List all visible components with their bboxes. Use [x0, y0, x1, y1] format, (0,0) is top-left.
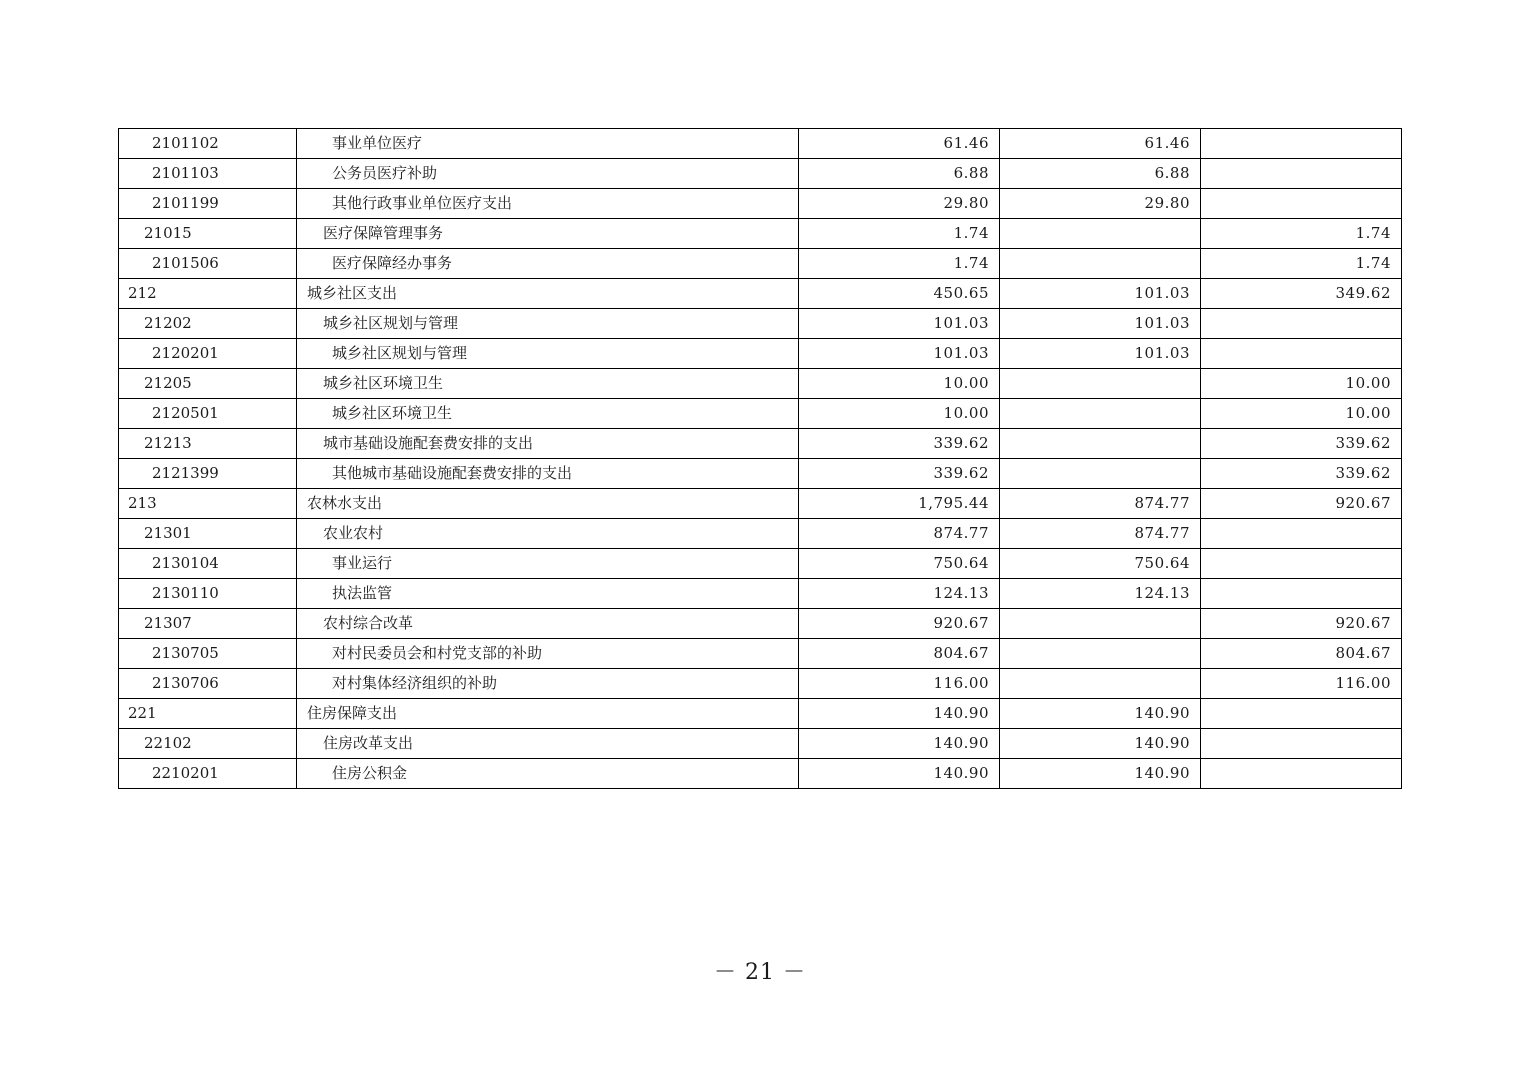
basic-expenditure-cell — [1000, 639, 1201, 669]
subject-name-cell: 城乡社区支出 — [297, 279, 799, 309]
table-row — [119, 639, 1402, 669]
basic-expenditure-cell: 101.03 — [1000, 339, 1201, 369]
project-expenditure-cell — [1201, 759, 1402, 789]
project-expenditure-cell — [1201, 189, 1402, 219]
subject-code-cell: 2101199 — [119, 189, 297, 219]
basic-expenditure-cell: 140.90 — [1000, 759, 1201, 789]
subject-name-cell: 城乡社区规划与管理 — [297, 339, 799, 369]
total-amount-cell: 339.62 — [799, 459, 1000, 489]
basic-expenditure-cell: 750.64 — [1000, 549, 1201, 579]
subject-name-cell: 执法监管 — [297, 579, 799, 609]
total-amount-cell: 140.90 — [799, 729, 1000, 759]
subject-code-cell: 21301 — [119, 519, 297, 549]
subject-name-cell: 医疗保障管理事务 — [297, 219, 799, 249]
total-amount-cell: 1.74 — [799, 219, 1000, 249]
subject-name-cell: 医疗保障经办事务 — [297, 249, 799, 279]
total-amount-cell: 920.67 — [799, 609, 1000, 639]
project-expenditure-cell — [1201, 699, 1402, 729]
subject-name-cell: 事业运行 — [297, 549, 799, 579]
subject-code-cell: 2121399 — [119, 459, 297, 489]
project-expenditure-cell: 1.74 — [1201, 249, 1402, 279]
subject-code-cell: 2130706 — [119, 669, 297, 699]
project-expenditure-cell: 1.74 — [1201, 219, 1402, 249]
subject-name-cell: 其他城市基础设施配套费安排的支出 — [297, 459, 799, 489]
total-amount-cell: 339.62 — [799, 429, 1000, 459]
subject-code-cell: 2120201 — [119, 339, 297, 369]
total-amount-cell: 101.03 — [799, 309, 1000, 339]
subject-code-cell: 21015 — [119, 219, 297, 249]
subject-name-cell: 公务员医疗补助 — [297, 159, 799, 189]
table-row — [119, 339, 1402, 369]
total-amount-cell: 116.00 — [799, 669, 1000, 699]
table-row — [119, 519, 1402, 549]
project-expenditure-cell — [1201, 339, 1402, 369]
basic-expenditure-cell — [1000, 609, 1201, 639]
basic-expenditure-cell — [1000, 369, 1201, 399]
subject-code-cell: 2130110 — [119, 579, 297, 609]
table-row — [119, 159, 1402, 189]
table-row — [119, 759, 1402, 789]
total-amount-cell: 450.65 — [799, 279, 1000, 309]
subject-code-cell: 213 — [119, 489, 297, 519]
table-row — [119, 309, 1402, 339]
project-expenditure-cell: 339.62 — [1201, 429, 1402, 459]
subject-code-cell: 2210201 — [119, 759, 297, 789]
subject-name-cell: 住房改革支出 — [297, 729, 799, 759]
total-amount-cell: 61.46 — [799, 129, 1000, 159]
total-amount-cell: 10.00 — [799, 369, 1000, 399]
basic-expenditure-cell: 61.46 — [1000, 129, 1201, 159]
table-row — [119, 369, 1402, 399]
total-amount-cell: 6.88 — [799, 159, 1000, 189]
project-expenditure-cell: 920.67 — [1201, 609, 1402, 639]
table-row — [119, 579, 1402, 609]
basic-expenditure-cell: 140.90 — [1000, 699, 1201, 729]
total-amount-cell: 101.03 — [799, 339, 1000, 369]
project-expenditure-cell: 339.62 — [1201, 459, 1402, 489]
subject-code-cell: 2101506 — [119, 249, 297, 279]
project-expenditure-cell: 10.00 — [1201, 369, 1402, 399]
subject-name-cell: 农村综合改革 — [297, 609, 799, 639]
subject-code-cell: 212 — [119, 279, 297, 309]
subject-code-cell: 2130104 — [119, 549, 297, 579]
table-row — [119, 669, 1402, 699]
subject-code-cell: 221 — [119, 699, 297, 729]
table-row — [119, 129, 1402, 159]
project-expenditure-cell — [1201, 549, 1402, 579]
table-row — [119, 549, 1402, 579]
basic-expenditure-cell: 874.77 — [1000, 489, 1201, 519]
project-expenditure-cell: 804.67 — [1201, 639, 1402, 669]
subject-name-cell: 农林水支出 — [297, 489, 799, 519]
total-amount-cell: 1,795.44 — [799, 489, 1000, 519]
project-expenditure-cell: 10.00 — [1201, 399, 1402, 429]
project-expenditure-cell: 920.67 — [1201, 489, 1402, 519]
project-expenditure-cell: 349.62 — [1201, 279, 1402, 309]
total-amount-cell: 804.67 — [799, 639, 1000, 669]
basic-expenditure-cell — [1000, 459, 1201, 489]
subject-code-cell: 2101102 — [119, 129, 297, 159]
basic-expenditure-cell — [1000, 669, 1201, 699]
subject-name-cell: 城乡社区环境卫生 — [297, 369, 799, 399]
total-amount-cell: 10.00 — [799, 399, 1000, 429]
subject-name-cell: 城市基础设施配套费安排的支出 — [297, 429, 799, 459]
subject-name-cell: 农业农村 — [297, 519, 799, 549]
total-amount-cell: 29.80 — [799, 189, 1000, 219]
basic-expenditure-cell — [1000, 219, 1201, 249]
subject-name-cell: 事业单位医疗 — [297, 129, 799, 159]
subject-code-cell: 2130705 — [119, 639, 297, 669]
total-amount-cell: 750.64 — [799, 549, 1000, 579]
total-amount-cell: 1.74 — [799, 249, 1000, 279]
subject-name-cell: 对村集体经济组织的补助 — [297, 669, 799, 699]
table-row — [119, 249, 1402, 279]
page-number: － 21 － — [714, 960, 806, 985]
basic-expenditure-cell — [1000, 249, 1201, 279]
table-row — [119, 219, 1402, 249]
subject-name-cell: 其他行政事业单位医疗支出 — [297, 189, 799, 219]
table-row — [119, 459, 1402, 489]
total-amount-cell: 140.90 — [799, 759, 1000, 789]
subject-code-cell: 22102 — [119, 729, 297, 759]
table-row — [119, 699, 1402, 729]
subject-code-cell: 2101103 — [119, 159, 297, 189]
subject-code-cell: 21202 — [119, 309, 297, 339]
subject-name-cell: 住房公积金 — [297, 759, 799, 789]
basic-expenditure-cell: 124.13 — [1000, 579, 1201, 609]
subject-code-cell: 21213 — [119, 429, 297, 459]
basic-expenditure-cell: 6.88 — [1000, 159, 1201, 189]
basic-expenditure-cell: 101.03 — [1000, 309, 1201, 339]
project-expenditure-cell — [1201, 519, 1402, 549]
subject-name-cell: 城乡社区规划与管理 — [297, 309, 799, 339]
budget-table — [118, 128, 1402, 789]
total-amount-cell: 874.77 — [799, 519, 1000, 549]
basic-expenditure-cell — [1000, 429, 1201, 459]
budget-table-body — [119, 129, 1402, 789]
basic-expenditure-cell — [1000, 399, 1201, 429]
basic-expenditure-cell: 29.80 — [1000, 189, 1201, 219]
table-row — [119, 279, 1402, 309]
subject-name-cell: 对村民委员会和村党支部的补助 — [297, 639, 799, 669]
table-row — [119, 189, 1402, 219]
total-amount-cell: 124.13 — [799, 579, 1000, 609]
total-amount-cell: 140.90 — [799, 699, 1000, 729]
subject-code-cell: 2120501 — [119, 399, 297, 429]
table-row — [119, 399, 1402, 429]
table-row — [119, 429, 1402, 459]
table-row — [119, 609, 1402, 639]
subject-name-cell: 城乡社区环境卫生 — [297, 399, 799, 429]
basic-expenditure-cell: 874.77 — [1000, 519, 1201, 549]
subject-code-cell: 21205 — [119, 369, 297, 399]
project-expenditure-cell — [1201, 729, 1402, 759]
table-row — [119, 489, 1402, 519]
project-expenditure-cell — [1201, 309, 1402, 339]
basic-expenditure-cell: 140.90 — [1000, 729, 1201, 759]
project-expenditure-cell — [1201, 129, 1402, 159]
project-expenditure-cell — [1201, 159, 1402, 189]
subject-code-cell: 21307 — [119, 609, 297, 639]
project-expenditure-cell: 116.00 — [1201, 669, 1402, 699]
subject-name-cell: 住房保障支出 — [297, 699, 799, 729]
basic-expenditure-cell: 101.03 — [1000, 279, 1201, 309]
project-expenditure-cell — [1201, 579, 1402, 609]
table-row — [119, 729, 1402, 759]
